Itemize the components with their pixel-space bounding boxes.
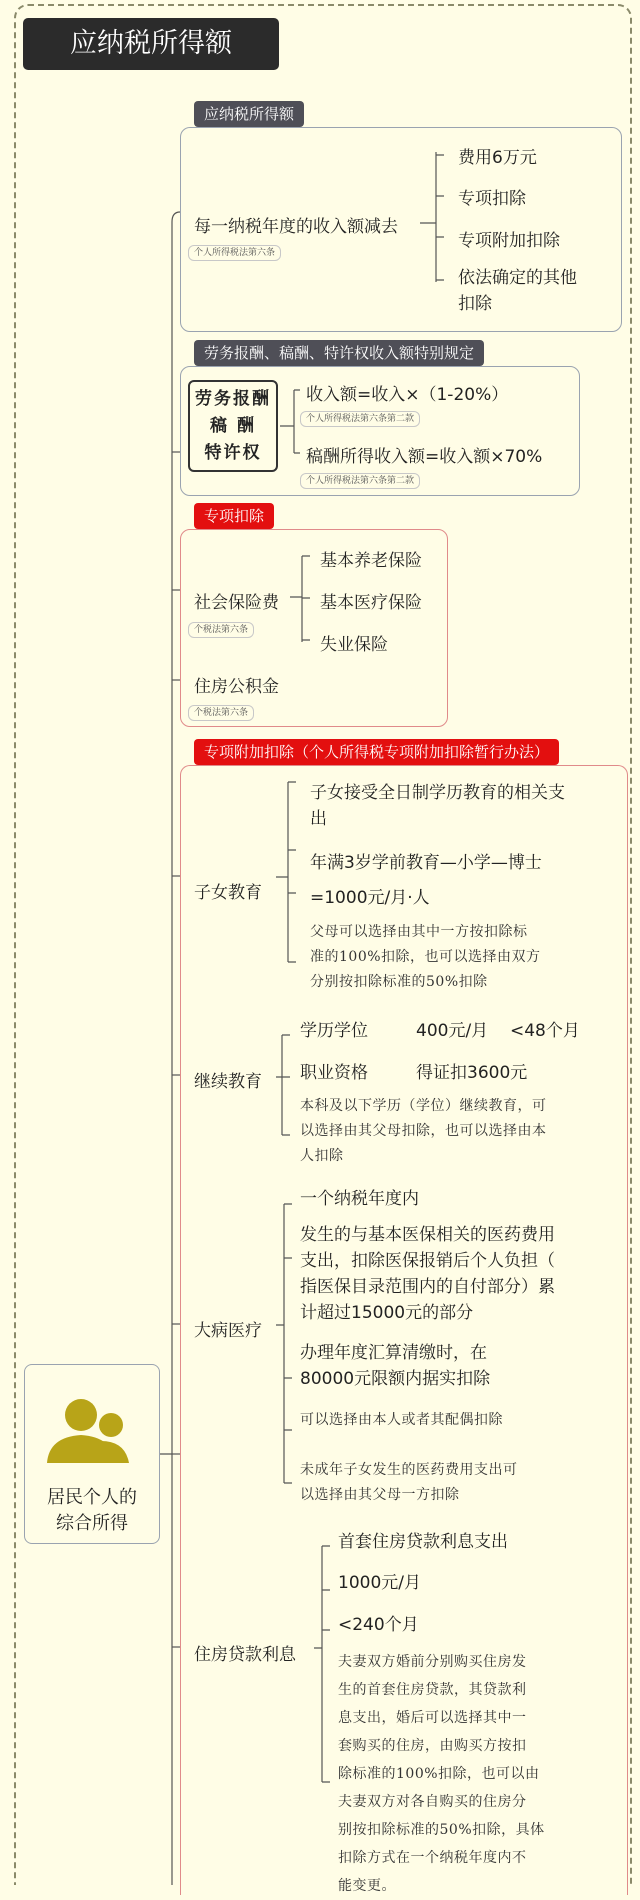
s4-child-item1-line1: 子女接受全日制学历教育的相关支 bbox=[310, 783, 565, 803]
s4-ill-note-child-line2: 以选择由其父母一方扣除 bbox=[300, 1487, 460, 1503]
s4-cont-note-line3: 人扣除 bbox=[300, 1148, 344, 1164]
s4-cont-row1-amount: 400元/月 bbox=[416, 1021, 489, 1041]
page-title: 应纳税所得额 bbox=[23, 18, 279, 70]
s1-item-special-deduction: 专项扣除 bbox=[458, 189, 526, 209]
s4-ill-item3 bbox=[300, 1340, 490, 1392]
s4-ill-item2-line1: 发生的与基本医保相关的医药费用 bbox=[300, 1225, 555, 1245]
s3-housing-fund: 住房公积金 bbox=[194, 677, 279, 697]
s4-cont-note bbox=[300, 1094, 547, 1169]
section-pill-special-deduction: 专项扣除 bbox=[194, 503, 274, 529]
s4-ill-item1: 一个纳税年度内 bbox=[300, 1189, 419, 1209]
s4-child-note-line2: 准的100%扣除，也可以选择由双方 bbox=[310, 949, 541, 965]
s4-ill-item2-line4: 计超过15000元的部分 bbox=[300, 1303, 474, 1323]
s4-ill-item3-line1: 办理年度汇算清缴时，在 bbox=[300, 1343, 487, 1363]
s1-main-text: 每一纳税年度的收入额减去 bbox=[194, 217, 398, 237]
s4-loan-note-line5: 除标准的100%扣除，也可以由 bbox=[338, 1766, 540, 1782]
s2-box-line2: 稿 酬 bbox=[210, 416, 256, 436]
s3-item-pension: 基本养老保险 bbox=[320, 551, 422, 571]
s4-child-note-line3: 分别按扣除标准的50%扣除 bbox=[310, 974, 488, 990]
s4-cont-note-line1: 本科及以下学历（学位）继续教育，可 bbox=[300, 1098, 547, 1114]
s4-ill-note-spouse: 可以选择由本人或者其配偶扣除 bbox=[300, 1412, 503, 1428]
s4-loan-note-line6: 夫妻双方对各自购买的住房分 bbox=[338, 1794, 527, 1810]
s4-ill-note-child-line1: 未成年子女发生的医药费用支出可 bbox=[300, 1462, 518, 1478]
s4-cont-note-line2: 以选择由其父母扣除，也可以选择由本 bbox=[300, 1123, 547, 1139]
s4-child-note bbox=[310, 920, 541, 995]
s4-child-education-label: 子女教育 bbox=[194, 883, 262, 903]
s2-law-reference-1: 个人所得税法第六条第二款 bbox=[300, 411, 420, 427]
s2-rule-income: 收入额=收入×（1-20%） bbox=[306, 385, 509, 405]
s4-ill-item3-line2: 80000元限额内据实扣除 bbox=[300, 1369, 491, 1389]
section-pill-additional-deduction: 专项附加扣除（个人所得税专项附加扣除暂行办法） bbox=[194, 739, 559, 765]
s4-continuing-education-label: 继续教育 bbox=[194, 1072, 262, 1092]
s4-loan-item3: <240个月 bbox=[338, 1615, 419, 1635]
s4-ill-item2-line3: 指医保目录范围内的自付部分）累 bbox=[300, 1277, 555, 1297]
s3-housing-ref: 个税法第六条 bbox=[188, 705, 254, 721]
s2-law-reference-2: 个人所得税法第六条第二款 bbox=[300, 473, 420, 489]
s3-item-medical: 基本医疗保险 bbox=[320, 593, 422, 613]
s3-social-ref: 个税法第六条 bbox=[188, 622, 254, 638]
s1-law-reference: 个人所得税法第六条 bbox=[188, 245, 281, 261]
s1-item-other-line1: 依法确定的其他 bbox=[458, 268, 577, 288]
s3-item-unemployment: 失业保险 bbox=[320, 635, 388, 655]
s2-box-line1: 劳务报酬 bbox=[195, 389, 271, 409]
root-node-resident-income bbox=[24, 1364, 160, 1544]
s4-cont-row1-limit: <48个月 bbox=[510, 1021, 580, 1041]
s4-loan-note-line8: 扣除方式在一个纳税年度内不 bbox=[338, 1850, 527, 1866]
s4-loan-note bbox=[338, 1648, 545, 1900]
s4-ill-item2 bbox=[300, 1222, 555, 1326]
s4-loan-note-line7: 别按扣除标准的50%扣除，具体 bbox=[338, 1822, 545, 1838]
s2-income-types-box bbox=[188, 380, 278, 472]
s4-child-item2: 年满3岁学前教育—小学—博士 bbox=[310, 853, 542, 873]
s4-child-item1 bbox=[310, 780, 565, 832]
s4-child-item3: =1000元/月·人 bbox=[310, 888, 430, 908]
s4-loan-item1: 首套住房贷款利息支出 bbox=[338, 1532, 508, 1552]
s4-loan-note-line2: 生的首套住房贷款，其贷款利 bbox=[338, 1682, 527, 1698]
root-label-line2: 综合所得 bbox=[56, 1513, 128, 1534]
s4-ill-note-child bbox=[300, 1458, 518, 1508]
s1-item-other-line2: 扣除 bbox=[458, 294, 492, 314]
s1-item-other-deduction bbox=[458, 265, 577, 317]
s4-ill-item2-line2: 支出，扣除医保报销后个人负担（ bbox=[300, 1251, 555, 1271]
s4-loan-note-line4: 套购买的住房，由购买方按扣 bbox=[338, 1738, 527, 1754]
s4-cont-row2-amount: 得证扣3600元 bbox=[416, 1063, 528, 1083]
s4-child-item1-line2: 出 bbox=[310, 809, 327, 829]
section-pill-labor-remuneration: 劳务报酬、稿酬、特许权收入额特别规定 bbox=[194, 340, 484, 366]
s1-item-additional-deduction: 专项附加扣除 bbox=[458, 231, 560, 251]
s4-loan-note-line1: 夫妻双方婚前分别购买住房发 bbox=[338, 1654, 527, 1670]
s2-box-line3: 特许权 bbox=[204, 443, 262, 463]
s2-rule-royalty: 稿酬所得收入额=收入额×70% bbox=[306, 447, 543, 467]
s4-child-note-line1: 父母可以选择由其中一方按扣除标 bbox=[310, 924, 528, 940]
s4-serious-illness-label: 大病医疗 bbox=[194, 1321, 262, 1341]
s4-loan-note-line9: 能变更。 bbox=[338, 1878, 396, 1894]
s1-item-expense: 费用6万元 bbox=[458, 148, 537, 168]
s4-cont-row1-type: 学历学位 bbox=[300, 1021, 368, 1041]
section-pill-taxable-income: 应纳税所得额 bbox=[194, 101, 304, 127]
s3-social-insurance: 社会保险费 bbox=[194, 593, 279, 613]
s4-loan-item2: 1000元/月 bbox=[338, 1573, 421, 1593]
s4-loan-note-line3: 息支出，婚后可以选择其中一 bbox=[338, 1710, 527, 1726]
root-label bbox=[25, 1485, 159, 1537]
s4-cont-row2-type: 职业资格 bbox=[300, 1063, 368, 1083]
people-icon bbox=[25, 1379, 161, 1489]
root-label-line1: 居民个人的 bbox=[47, 1487, 137, 1508]
s4-housing-loan-label: 住房贷款利息 bbox=[194, 1645, 296, 1665]
